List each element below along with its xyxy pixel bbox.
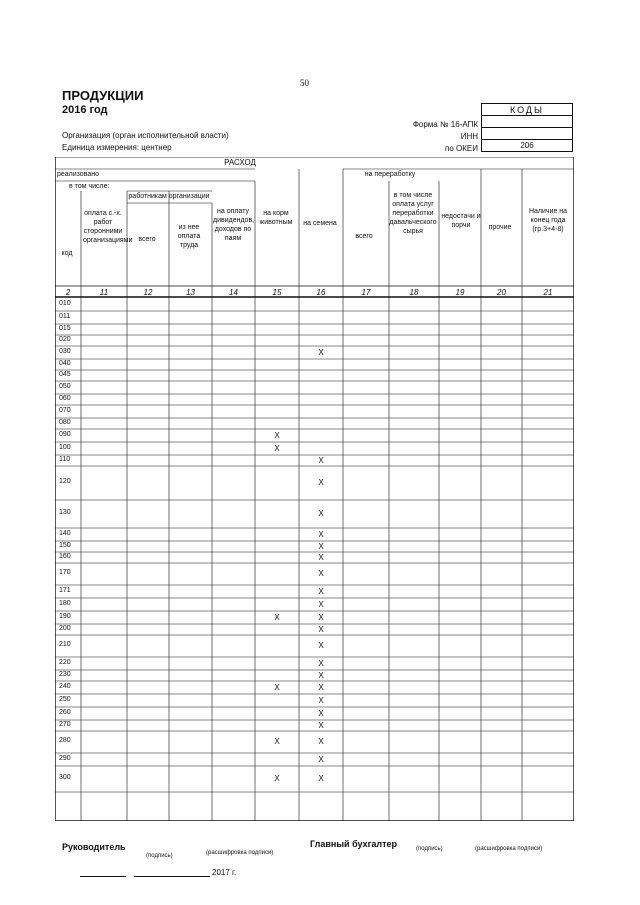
row-code: 110 <box>59 455 71 463</box>
organization-label: Организация (орган исполнительной власти) <box>62 131 229 140</box>
chief-accountant-label: Главный бухгалтер <box>310 839 398 849</box>
table-grid <box>55 157 574 821</box>
codes-title: КОДЫ <box>482 104 573 116</box>
x-mark: X <box>318 612 324 622</box>
x-mark: X <box>318 682 324 692</box>
codes-table <box>481 103 573 152</box>
row-code: 200 <box>59 624 71 632</box>
x-mark: X <box>318 720 324 730</box>
row-code: 130 <box>59 509 71 516</box>
row-code: 015 <box>59 324 71 332</box>
row-code: 070 <box>59 406 71 414</box>
column-number: 12 <box>143 288 153 297</box>
column-number: 17 <box>361 288 371 297</box>
x-mark: X <box>318 455 324 465</box>
row-code: 220 <box>59 658 71 666</box>
header-col11: оплата с.-х. работ сторонними организациями <box>83 210 133 244</box>
header-col15: на корм животным <box>259 210 293 226</box>
okei-code-cell[interactable]: 206 <box>482 140 573 152</box>
row-code: 030 <box>59 347 71 355</box>
x-mark: X <box>318 774 324 783</box>
row-code: 045 <box>59 370 71 378</box>
x-mark: X <box>274 774 280 783</box>
unit-label: Единица измерения: центнер <box>62 143 172 152</box>
header-col18: в том числе оплата услуг переработки давальческого сырья <box>389 192 437 235</box>
head-decoding-caption: (расшифровка подписи) <box>206 850 274 856</box>
x-mark: X <box>318 347 324 357</box>
row-code: 270 <box>59 720 71 728</box>
row-code: 050 <box>59 382 71 390</box>
row-code: 290 <box>59 754 71 762</box>
page-number: 50 <box>300 78 309 88</box>
row-code: 260 <box>59 708 71 716</box>
x-mark: X <box>318 695 324 705</box>
column-number: 21 <box>543 288 553 297</box>
row-code: 011 <box>59 312 71 320</box>
row-code: 170 <box>59 569 71 576</box>
column-number: 18 <box>409 288 419 297</box>
row-code: 280 <box>59 737 71 744</box>
header-col13: из нее оплата труда <box>177 224 201 249</box>
column-number: 15 <box>272 288 282 297</box>
x-mark: X <box>318 754 324 764</box>
row-code: 210 <box>59 641 71 648</box>
row-code: 020 <box>59 335 71 343</box>
x-mark: X <box>318 529 324 539</box>
x-mark: X <box>318 658 324 668</box>
head-label: Руководитель <box>62 842 126 852</box>
x-mark: X <box>318 670 324 680</box>
row-code: 230 <box>59 670 71 678</box>
x-mark: X <box>318 586 324 596</box>
x-mark: X <box>318 541 324 551</box>
column-number: 20 <box>497 288 506 297</box>
x-mark: X <box>318 708 324 718</box>
row-code: 060 <box>59 394 71 402</box>
x-mark: X <box>318 641 324 650</box>
column-number: 13 <box>186 288 195 297</box>
accountant-decoding-caption: (расшифровка подписи) <box>475 846 543 852</box>
column-number: 14 <box>229 288 238 297</box>
x-mark: X <box>318 478 324 487</box>
header-kod: код <box>61 250 73 257</box>
row-code: 100 <box>59 443 71 451</box>
accountant-signature-caption: (подпись) <box>416 846 443 852</box>
column-number: 2 <box>65 288 71 297</box>
x-mark: X <box>274 430 280 440</box>
row-code: 160 <box>59 552 71 560</box>
header-col12: всего <box>138 236 156 243</box>
head-signature-caption: (подпись) <box>146 853 173 859</box>
row-code: 171 <box>59 586 71 594</box>
x-mark: X <box>274 612 280 622</box>
expense-table <box>55 157 574 821</box>
x-mark: X <box>274 737 280 746</box>
header-col17: всего <box>355 233 373 240</box>
column-number: 11 <box>99 288 109 297</box>
date-year: 2017 г. <box>212 868 237 877</box>
row-code: 180 <box>59 599 71 607</box>
header-workers: работникам организации <box>128 193 210 200</box>
row-code: 250 <box>59 695 71 703</box>
x-mark: X <box>318 552 324 562</box>
header-realized: реализовано <box>57 171 99 178</box>
x-mark: X <box>318 737 324 746</box>
header-processing: на переработку <box>364 171 416 178</box>
row-code: 080 <box>59 418 71 426</box>
header-col20: прочие <box>488 224 512 231</box>
inn-code-cell[interactable] <box>482 128 573 140</box>
header-col16: на семена <box>303 220 337 227</box>
x-mark: X <box>318 624 324 634</box>
row-code: 120 <box>59 478 71 485</box>
header-in-that-number: в том числе: <box>69 183 110 190</box>
x-mark: X <box>274 443 280 453</box>
x-mark: X <box>318 569 324 578</box>
row-code: 190 <box>59 612 71 620</box>
column-number: 19 <box>455 288 465 297</box>
date-day-line[interactable] <box>80 876 126 877</box>
x-mark: X <box>318 599 324 609</box>
row-code: 010 <box>59 299 71 307</box>
column-number: 16 <box>316 288 326 297</box>
x-mark: X <box>318 509 324 518</box>
form-label: Форма № 16-АПК <box>412 120 478 129</box>
header-col21: Наличие на конец года (гр.3+4-8) <box>528 208 568 233</box>
date-month-line[interactable] <box>134 876 210 877</box>
header-col19: недостачи и порчи <box>441 213 481 229</box>
row-code: 300 <box>59 774 71 781</box>
okei-label: по ОКЕИ <box>445 144 478 153</box>
row-code: 140 <box>59 529 71 537</box>
inn-label: ИНН <box>460 132 478 141</box>
row-code: 150 <box>59 541 71 549</box>
x-mark: X <box>274 682 280 692</box>
page-title: ПРОДУКЦИИ <box>62 88 144 103</box>
report-year: 2016 год <box>62 104 108 116</box>
row-code: 040 <box>59 359 71 367</box>
header-col14: на оплату дивидендов, доходов по паям <box>213 208 255 242</box>
form-code-cell[interactable] <box>482 116 573 128</box>
row-code: 240 <box>59 682 71 690</box>
row-code: 090 <box>59 430 71 438</box>
header-rashod: РАСХОД <box>224 158 256 167</box>
